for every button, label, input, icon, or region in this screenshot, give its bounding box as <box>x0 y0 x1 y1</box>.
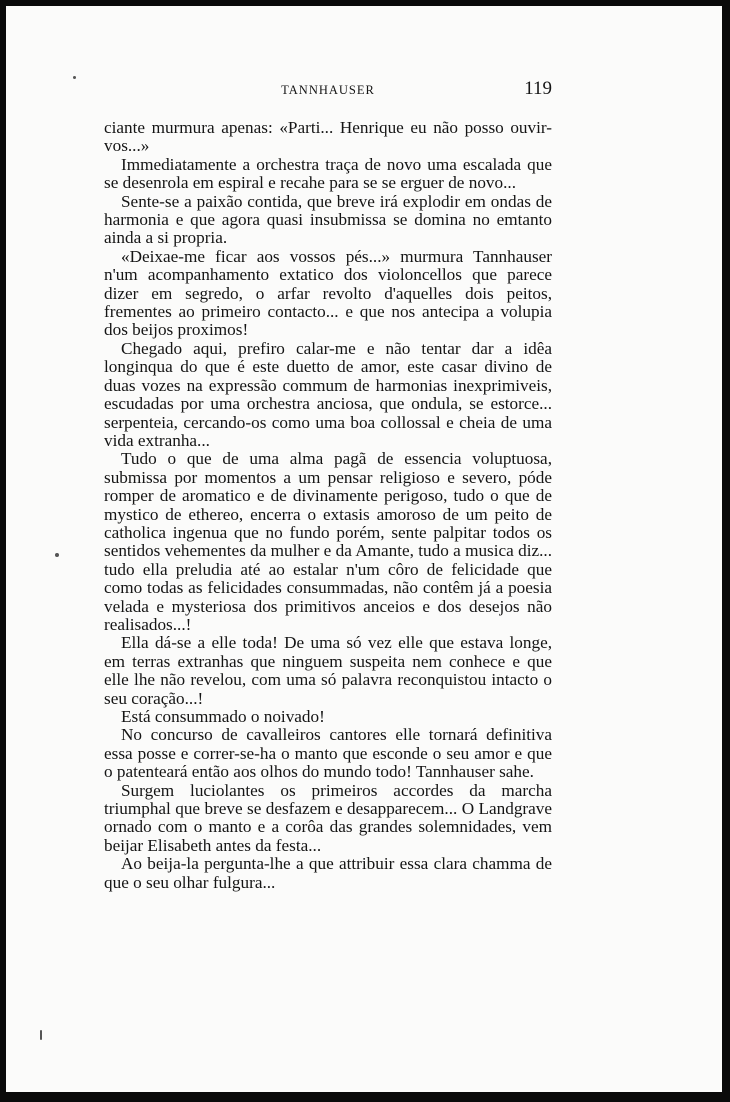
running-title: TANNHAUSER <box>281 83 375 97</box>
paragraph: No concurso de cavalleiros cantores elle tornará definitiva essa posse e correr-se-ha o manto que esconde o seu amor e que o patenteará então aos olhos do mundo todo! Tannhauser sahe. <box>104 725 552 782</box>
paragraph: Ao beija-la pergunta-lhe a que attribuir essa clara chamma de que o seu olhar fulgura... <box>104 854 552 892</box>
paragraph: «Deixae-me ficar aos vossos pés...» murmura Tannhauser n'um acompanhamento extatico dos violoncellos que parece dizer em segredo, o arfar revolto d'aquelles dois peitos, frementes ao primeiro contacto... e que nos antecipa a volupia dos beijos proximos! <box>104 246 552 340</box>
paragraph: Ella dá-se a elle toda! De uma só vez elle que estava longe, em terras extranhas que ninguem suspeita nem conhece e que elle lhe não revelou, com uma só palavra reconquistou intacto o seu coração...! <box>104 633 552 708</box>
paragraph: Tudo o que de uma alma pagã de essencia voluptuosa, submissa por momentos a um pensar religioso e severo, póde romper de aromatico e de divinamente perigoso, tudo o que de mystico de ethereo, encerra o extasis amoroso de um peito de catholica ingenua que no fundo porém, sente palpitar todos os sentidos vehementes da mulher e da Amante, tudo a musica diz... tudo ella preludia até ao estalar n'um côro de felicidade que como todas as felicidades consummadas, não contêm já a poesia velada e mysteriosa dos primitivos anceios e dos desejos não realisados...! <box>104 449 552 634</box>
paragraph: Chegado aqui, prefiro calar-me e não tentar dar a idêa longinqua do que é este duetto de amor, este casar divino de duas vozes na expressão commum de harmonias inexprimiveis, escudadas por uma orchestra anciosa, que ondula, se estorce... serpenteia, cercando-os como uma boa collossal e cheia de uma vida extranha... <box>104 338 552 450</box>
paragraph: ciante murmura apenas: «Parti... Henrique eu não posso ouvir-vos...» <box>104 118 552 156</box>
paragraph: Sente-se a paixão contida, que breve irá explodir em ondas de harmonia e que agora quasi insubmissa se domina no emtanto ainda a si propria. <box>104 191 552 248</box>
running-head <box>104 80 552 104</box>
page-number: 119 <box>524 78 552 99</box>
paper-speck <box>73 76 76 79</box>
paragraph: Está consummado o noivado! <box>121 707 325 726</box>
body-text <box>104 119 552 892</box>
paper-speck <box>40 1030 42 1040</box>
paper-speck <box>55 553 59 557</box>
paragraph: Immediatamente a orchestra traça de novo uma escalada que se desenrola em espiral e recahe para se se erguer de novo... <box>104 154 552 193</box>
paragraph: Surgem luciolantes os primeiros accordes da marcha triumphal que breve se desfazem e desapparecem... O Landgrave ornado com o manto e a corôa das grandes solemnidades, vem beijar Elisabeth antes da festa... <box>104 780 552 855</box>
